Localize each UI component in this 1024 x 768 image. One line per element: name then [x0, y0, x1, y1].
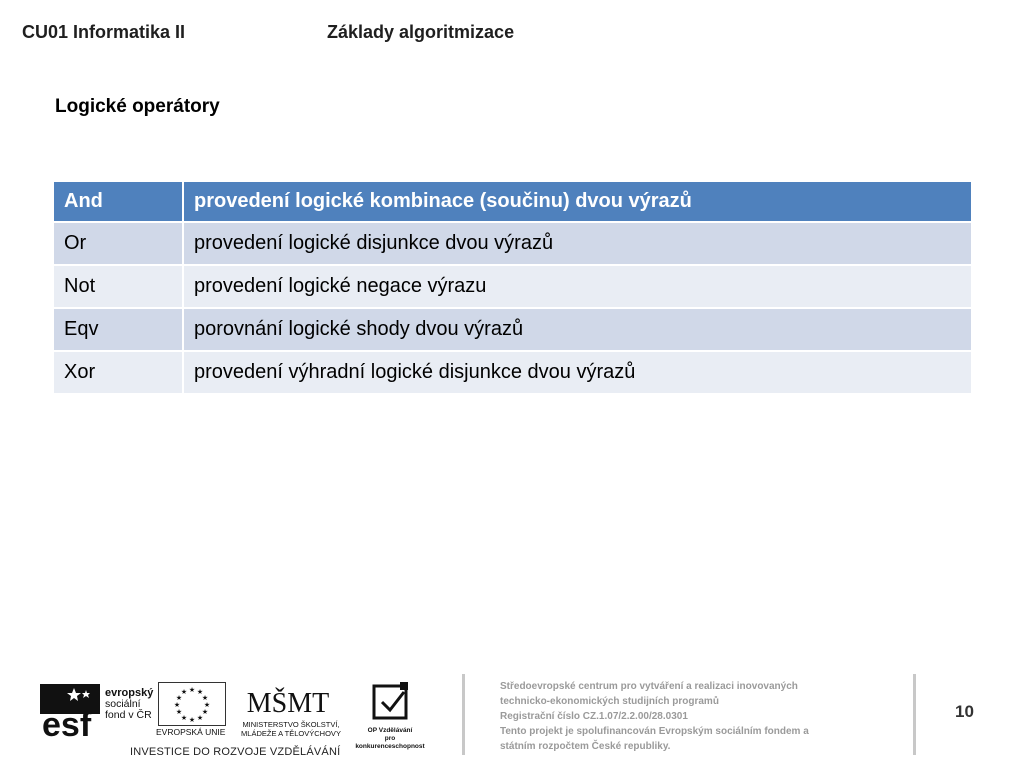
header-course: CU01 Informatika II [22, 22, 186, 42]
table-row [53, 351, 972, 394]
footer-logos [38, 676, 438, 761]
msmt-logo [246, 678, 330, 719]
table-header-row [53, 181, 972, 222]
operator-description: porovnání logické shody dvou výrazů [183, 308, 972, 351]
operator-description: provedení logické negace výrazu [183, 265, 972, 308]
eu-flag-icon [158, 682, 226, 726]
table-row [53, 308, 972, 351]
page-number: 10 [955, 702, 974, 721]
svg-text:★: ★ [180, 714, 188, 722]
svg-text:★: ★ [201, 694, 209, 702]
svg-text:★: ★ [201, 708, 209, 716]
msmt-label: MINISTERSTVO ŠKOLSTVÍ, MLÁDEŽE A TĚLOVÝCHOVY [241, 720, 341, 738]
footer-project-info: Středoevropské centrum pro vytváření a realizaci inovovaných technicko-ekonomických studijních programů Registrační číslo CZ.1.07/2.2.00/28.0301 Tento projekt je spolufinancován Evropským sociálním fondem a státním rozpočtem České republiky. [500, 681, 809, 752]
svg-text:★: ★ [180, 688, 188, 696]
op-label: OP Vzdělávání pro konkurenceschopnost [355, 727, 425, 750]
svg-text:★: ★ [196, 688, 204, 696]
table-row [53, 265, 972, 308]
operator-name: Or [53, 222, 183, 265]
op-logo-icon [368, 680, 414, 724]
svg-text:★: ★ [173, 701, 181, 709]
operator-name: Not [53, 265, 183, 308]
eu-label: EVROPSKÁ UNIE [156, 727, 226, 737]
operator-name: And [53, 181, 183, 222]
operators-table [52, 180, 973, 395]
svg-text:esf: esf [42, 706, 92, 744]
svg-text:★: ★ [188, 716, 196, 724]
esf-label: evropský sociální fond v ČR [105, 687, 154, 721]
operator-name: Eqv [53, 308, 183, 351]
operator-description: provedení výhradní logické disjunkce dvou výrazů [183, 351, 972, 394]
footer-divider [913, 674, 916, 755]
svg-text:★: ★ [196, 714, 204, 722]
slide-title: Logické operátory [55, 96, 220, 117]
header-topic: Základy algoritmizace [327, 22, 515, 42]
footer-divider [462, 674, 465, 755]
svg-text:★: ★ [175, 694, 183, 702]
svg-text:★: ★ [203, 701, 211, 709]
svg-text:★: ★ [188, 686, 196, 694]
svg-text:MŠMT: MŠMT [246, 688, 330, 719]
operator-description: provedení logické kombinace (součinu) dvou výrazů [183, 181, 972, 222]
operator-name: Xor [53, 351, 183, 394]
investice-tagline: INVESTICE DO ROZVOJE VZDĚLÁVÁNÍ [130, 746, 341, 758]
operator-description: provedení logické disjunkce dvou výrazů [183, 222, 972, 265]
table-row [53, 222, 972, 265]
svg-text:★: ★ [175, 708, 183, 716]
